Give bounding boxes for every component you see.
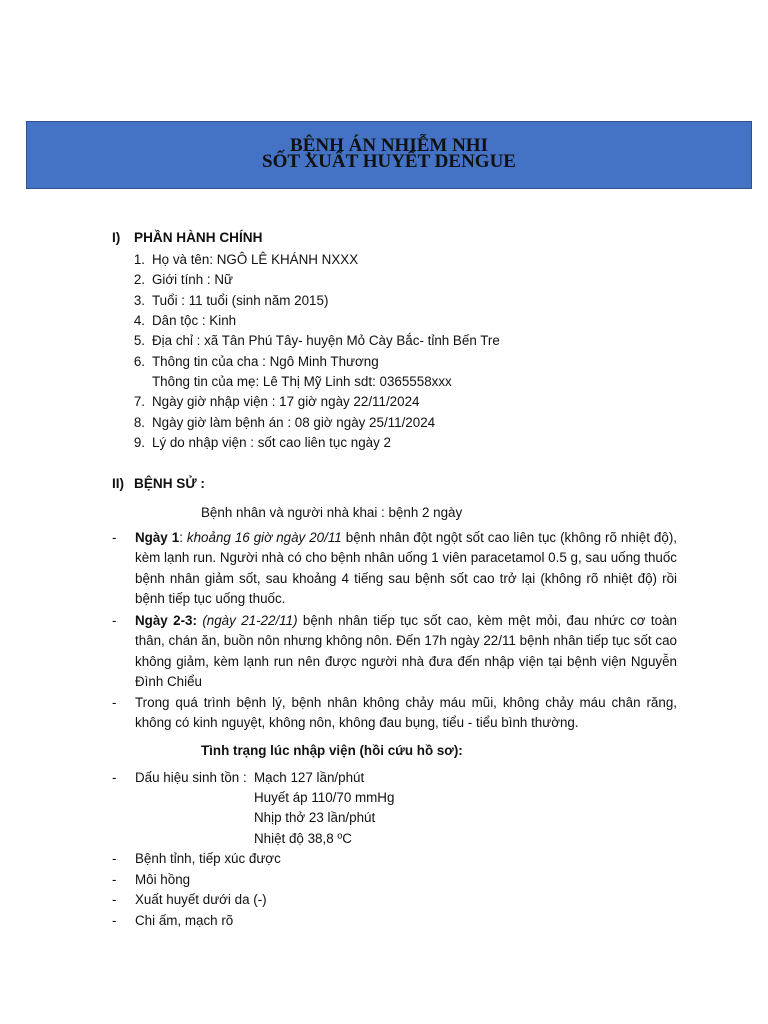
intro-bullet [181,505,462,520]
section-2-roman: II) [112,476,125,491]
item-number: 7. [133,394,145,409]
item-number: 9. [133,435,145,450]
day-2-3-paragraph [135,611,677,692]
item-text: Lý do nhập viện : sốt cao liên tục ngày 2 [152,435,391,450]
day-1-label: Ngày 1 [135,530,180,545]
section-2-heading [112,476,205,491]
day-2-3-dates: (ngày 21-22/11) [202,613,298,628]
item-text: Họ và tên: NGÔ LÊ KHÁNH NXXX [152,252,359,267]
day-1-paragraph [135,528,677,609]
dash-marker: - [112,613,117,628]
vital-pulse: Mạch 127 lần/phút [254,770,365,785]
item-number: 1. [133,252,145,267]
item-text: Dân tộc : Kinh [152,313,237,328]
finding-item: Môi hồng [135,872,191,887]
title-banner [26,121,752,189]
vitals-label: Dấu hiệu sinh tồn : [135,770,247,785]
section-1-heading [112,230,262,245]
item-text: Ngày giờ làm bệnh án : 08 giờ ngày 25/11/2024 [152,415,436,430]
finding-item: Chi ấm, mạch rõ [135,913,234,928]
day-1-text: bệnh nhân đột ngột sốt cao liên tục (không rõ nhiệt độ), kèm lạnh run. Người nhà có cho bệnh nhân uống 1 viên paracetamol 0.5 g, sau uống thuốc bệnh nhân giảm sốt, sau khoảng 4 tiếng sau bệnh sốt cao trở lại (không rõ nhiệt độ) rồi bệnh tiếp tục uống thuốc. [135,530,677,606]
item-text: Tuổi : 11 tuổi (sinh năm 2015) [152,293,329,308]
admission-title: Tình trạng lúc nhập viện (hồi cứu hồ sơ): [201,743,463,758]
item-number: 6. [133,354,145,369]
item-text: Ngày giờ nhập viện : 17 giờ ngày 22/11/2024 [152,394,420,409]
item-text: Địa chỉ : xã Tân Phú Tây- huyện Mỏ Cày Bắc- tỉnh Bến Tre [152,333,500,348]
item-number: 3. [133,293,145,308]
vital-respiration: Nhịp thở 23 lần/phút [254,810,376,825]
item-number: 8. [133,415,145,430]
item-text: Thông tin của cha : Ngô Minh Thương [152,354,379,369]
item-number: 2. [133,272,145,287]
item-number: 4. [133,313,145,328]
day-2-3-text: bệnh nhân tiếp tục sốt cao, kèm mệt mỏi, đau nhức cơ toàn thân, chán ăn, buồn nôn nhưng không nôn. Đến 17h ngày 22/11 bệnh nhân tiếp tục sốt cao không giảm, kèm lạnh run nên được người nhà đưa đến nhập viện tại bệnh viện Nguyễn Đình Chiểu [135,613,677,689]
section-1-title: PHẦN HÀNH CHÍNH [134,230,263,245]
day-1-time: khoảng 16 giờ ngày 20/11 [186,530,342,545]
section-2-title: BỆNH SỬ : [134,476,205,491]
dash-marker: - [112,851,117,866]
intro-text: Bệnh nhân và người nhà khai : bệnh 2 ngày [201,505,463,520]
finding-item: Xuất huyết dưới da (-) [135,892,267,907]
admission-heading [181,743,463,758]
section-1-roman: I) [112,230,121,245]
finding-item: Bệnh tỉnh, tiếp xúc được [135,851,281,866]
course-paragraph: Trong quá trình bệnh lý, bệnh nhân không chảy máu mũi, không chảy máu chân răng, không có kinh nguyệt, không nôn, không đau bụng, tiểu - tiểu bình thường. [135,695,677,731]
dash-marker: - [112,913,117,928]
vital-temperature: Nhiệt độ 38,8 ºC [254,831,352,846]
title-line-1: BỆNH ÁN NHIỄM NHI [290,135,488,156]
title-line-2: SỐT XUẤT HUYẾT DENGUE [262,151,516,172]
dash-marker: - [112,530,117,545]
vital-blood-pressure: Huyết áp 110/70 mmHg [254,790,395,805]
dash-marker: - [112,872,117,887]
item-number: 5. [133,333,145,348]
day-2-3-label: Ngày 2-3: [135,613,197,628]
dash-marker: - [112,695,117,710]
dash-marker: - [112,892,117,907]
day-1-colon: : [179,530,187,545]
dash-marker: - [112,770,117,785]
item-text: Giới tính : Nữ [152,272,233,287]
item-text: Thông tin của mẹ: Lê Thị Mỹ Linh sdt: 0365558xxx [152,374,452,389]
